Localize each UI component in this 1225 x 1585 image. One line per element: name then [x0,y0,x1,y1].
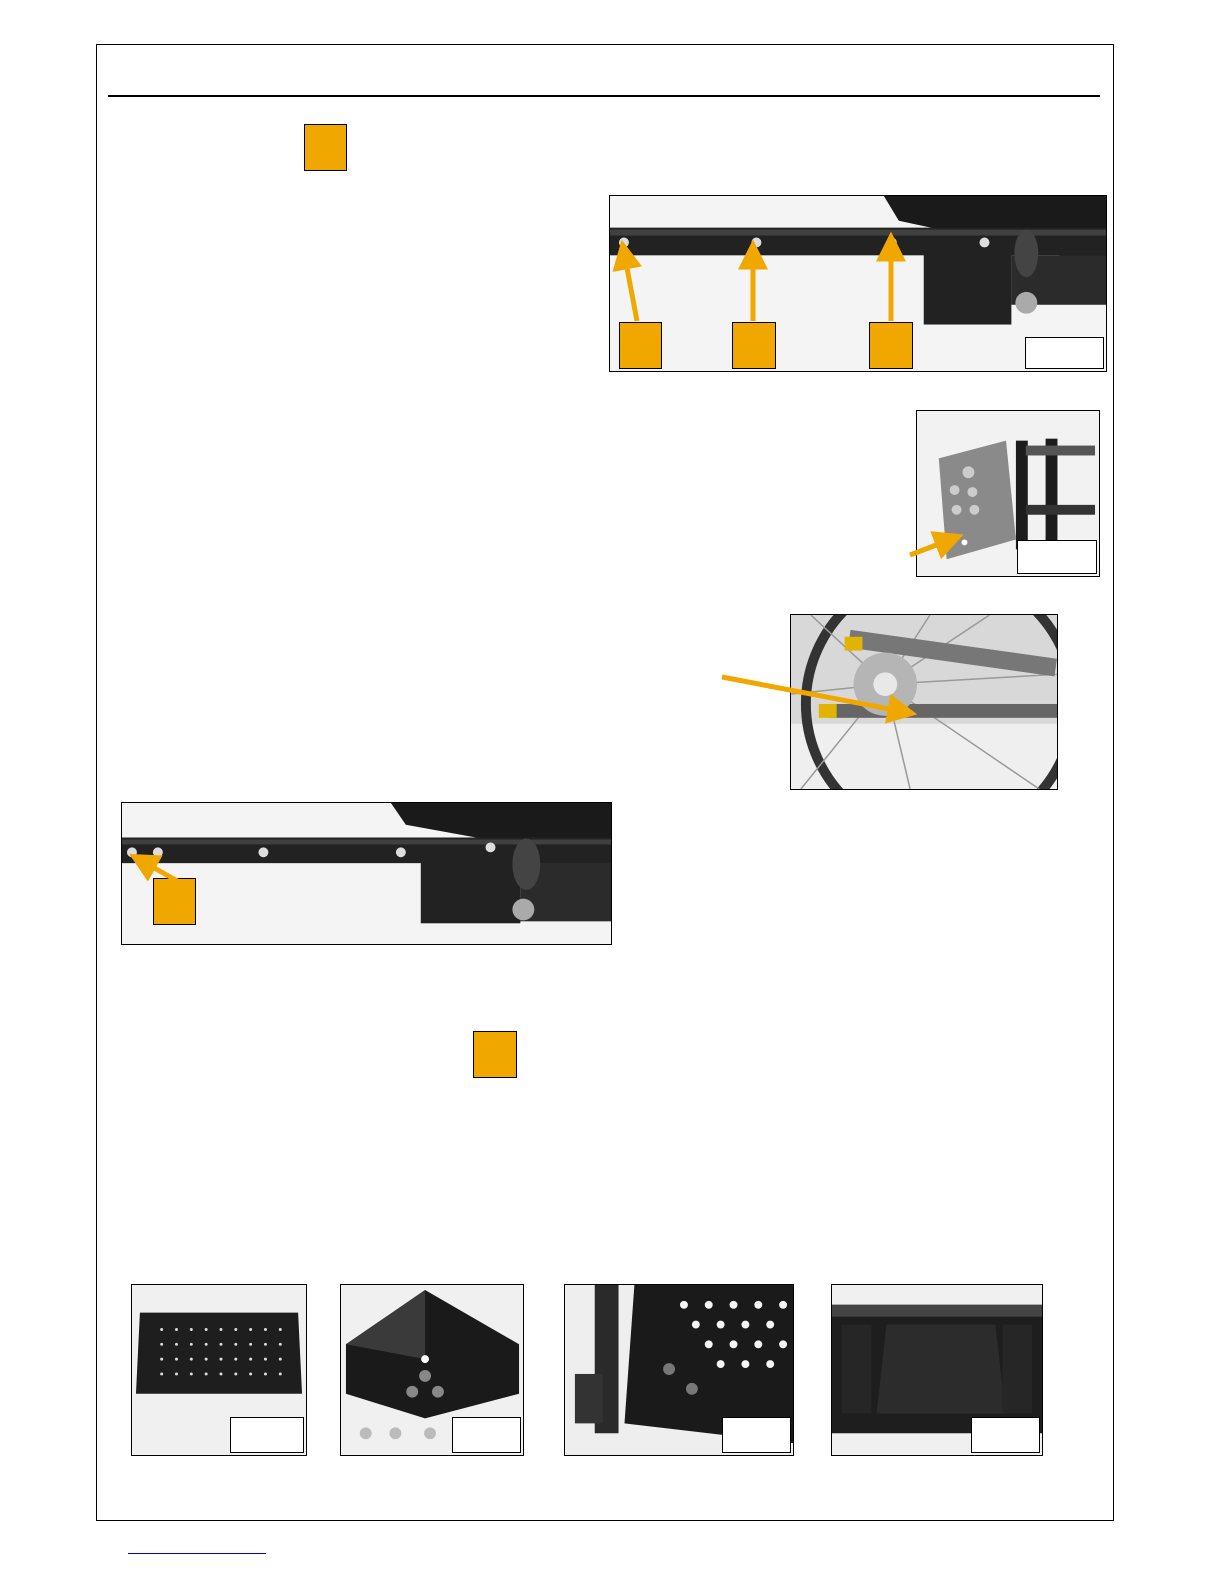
photo-rail-bottom [121,802,612,945]
photo-frame-side [916,410,1100,577]
section-badge-2 [473,1031,517,1078]
photo-rail-top [609,195,1107,372]
photo-footplate-edge [831,1284,1043,1456]
photo-wheel-hub [790,614,1058,790]
photo-corner-bracket [340,1284,524,1456]
figure-label [1017,540,1097,574]
figure-label [971,1417,1040,1453]
callout-badge-a [619,322,662,369]
callout-badge-b [732,322,776,369]
photo-footplate-detail [564,1284,794,1456]
footer-link[interactable] [128,1553,266,1554]
section-badge-1 [304,124,347,171]
wheel-hub-image [791,615,1057,789]
header-rule [108,95,1100,97]
callout-badge-c [869,322,913,369]
figure-label [230,1417,304,1453]
figure-label [722,1417,791,1453]
photo-footplate-top [131,1284,307,1456]
figure-label [1025,337,1104,369]
callout-badge-d [153,878,196,925]
figure-label [452,1417,521,1453]
